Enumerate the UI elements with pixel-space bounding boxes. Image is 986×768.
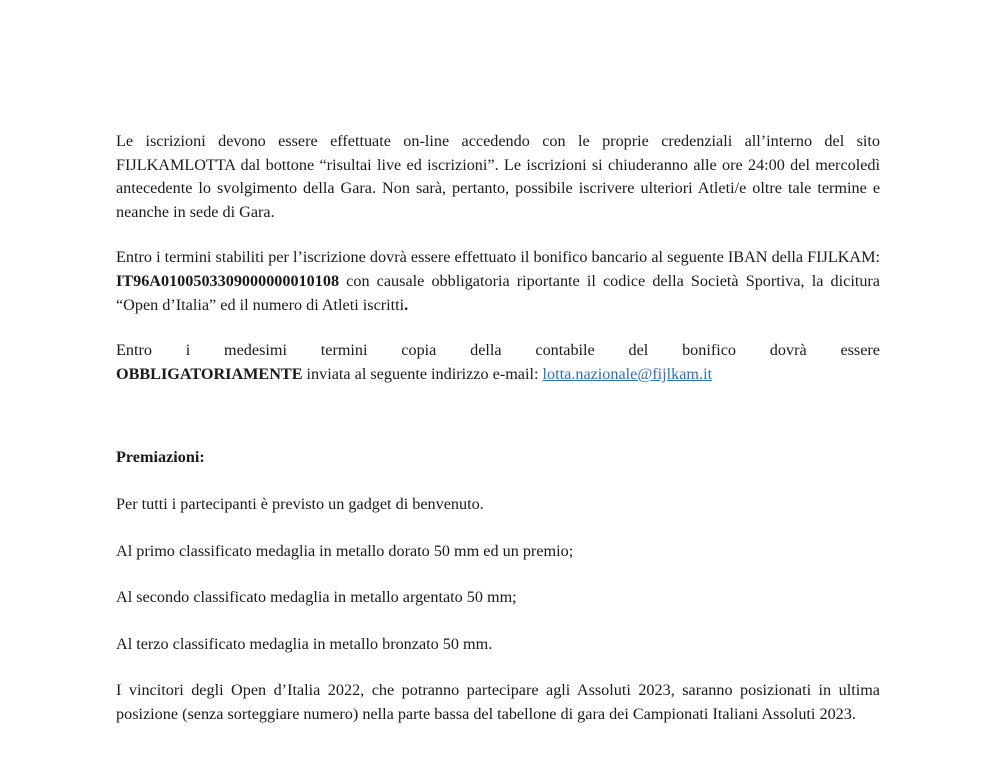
email-link[interactable]: lotta.nazionale@fijlkam.it <box>542 364 713 383</box>
payment-text-end: con causale obbligatoria riportante il codice della Società Sportiva, la dicitura “Open d’Italia” ed il numero di Atleti iscritti <box>116 271 880 314</box>
payment-period: . <box>404 295 409 314</box>
awards-heading: Premiazioni: <box>116 448 205 467</box>
iban-code: IT96A0100503309000000010108 <box>116 271 340 290</box>
receipt-paragraph-line1: Entro i medesimi termini copia della contabile del bonifico dovrà essere <box>116 341 880 360</box>
third-place-line: Al terzo classificato medaglia in metallo bronzato 50 mm. <box>116 634 493 653</box>
payment-text-start: Entro i termini stabiliti per l’iscrizione dovrà essere effettuato il bonifico bancario al seguente IBAN della FIJLKAM: <box>116 248 880 267</box>
second-place-line: Al secondo classificato medaglia in metallo argentato 50 mm; <box>116 588 517 607</box>
gadget-line: Per tutti i partecipanti è previsto un gadget di benvenuto. <box>116 494 484 513</box>
receipt-text: inviata al seguente indirizzo e-mail: <box>302 364 543 383</box>
receipt-paragraph-line2 <box>116 363 880 387</box>
winners-paragraph: I vincitori degli Open d’Italia 2022, che potranno partecipare agli Assoluti 2023, saranno posizionati in ultima posizione (senza sorteggiare numero) nella parte bassa del tabellone di gara dei Campionati Italiani Assoluti 2023. <box>116 681 880 723</box>
payment-paragraph <box>116 246 880 317</box>
mandatory-label: OBBLIGATORIAMENTE <box>116 364 303 383</box>
first-place-line: Al primo classificato medaglia in metallo dorato 50 mm ed un premio; <box>116 541 574 560</box>
document-body <box>116 130 880 727</box>
registration-paragraph: Le iscrizioni devono essere effettuate on-line accedendo con le proprie credenziali all’interno del sito FIJLKAMLOTTA dal bottone “risultai live ed iscrizioni”. Le iscrizioni si chiuderanno alle ore 24:00 del mercoledì antecedente lo svolgimento della Gara. Non sarà, pertanto, possibile iscrivere ulteriori Atleti/e oltre tale termine e neanche in sede di Gara. <box>116 132 880 221</box>
